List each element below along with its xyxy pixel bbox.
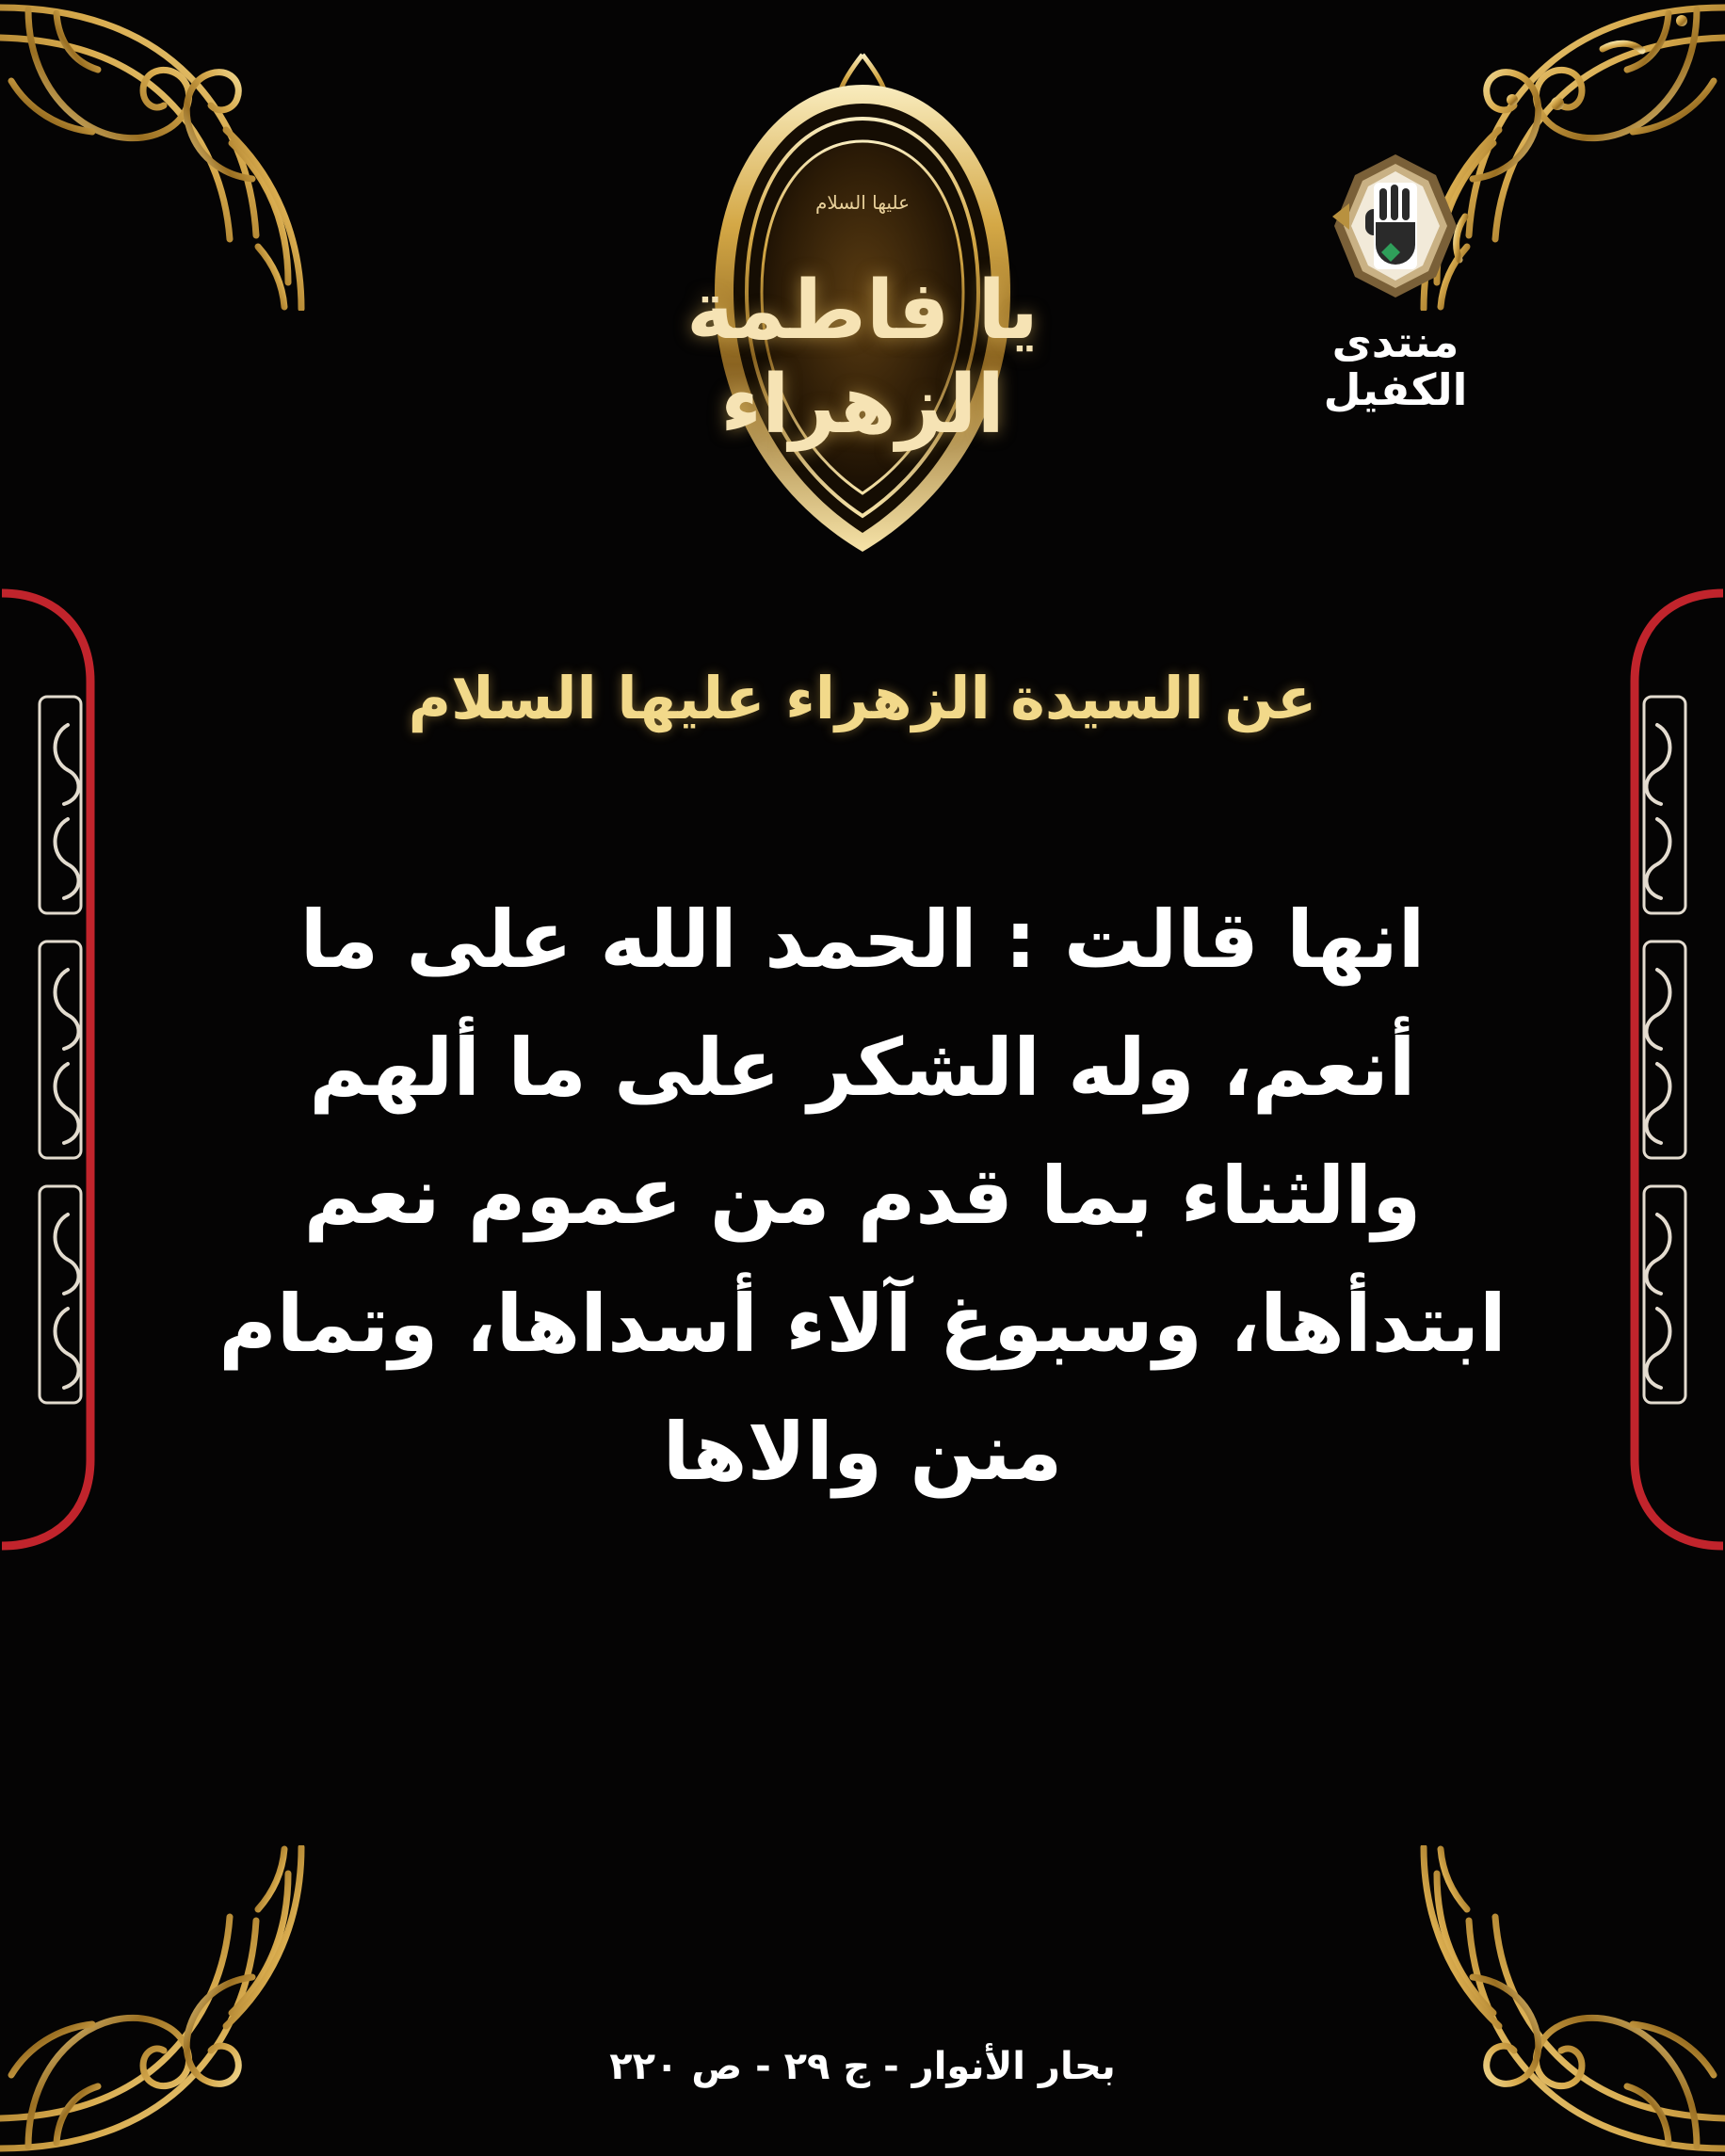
poster-header (0, 0, 1725, 603)
hand-emblem-icon (1325, 151, 1466, 301)
ornamental-medallion-icon (660, 28, 1065, 593)
attribution-line: عن السيدة الزهراء عليها السلام (408, 664, 1317, 732)
brand-name: منتدى الكفيل (1323, 316, 1468, 415)
corner-flourish-icon (1414, 1845, 1725, 2156)
medallion-honorific: عليها السلام (814, 191, 911, 214)
brand-block (1259, 151, 1532, 413)
corner-flourish-icon (0, 1845, 311, 2156)
medallion-calligraphy: يا فاطمة الزهراء (686, 264, 1039, 452)
source-reference: بحار الأنوار - ج ٢٩ - ص ٢٢٠ (609, 2045, 1116, 2088)
quote-text: انها قالت : الحمد الله على ما أنعم، وله الشكر على ما ألهم والثناء بما قدم من عموم نعم ابتدأها، وسبوغ آلاء أسداها، وتمام منن والاها (218, 893, 1507, 1499)
